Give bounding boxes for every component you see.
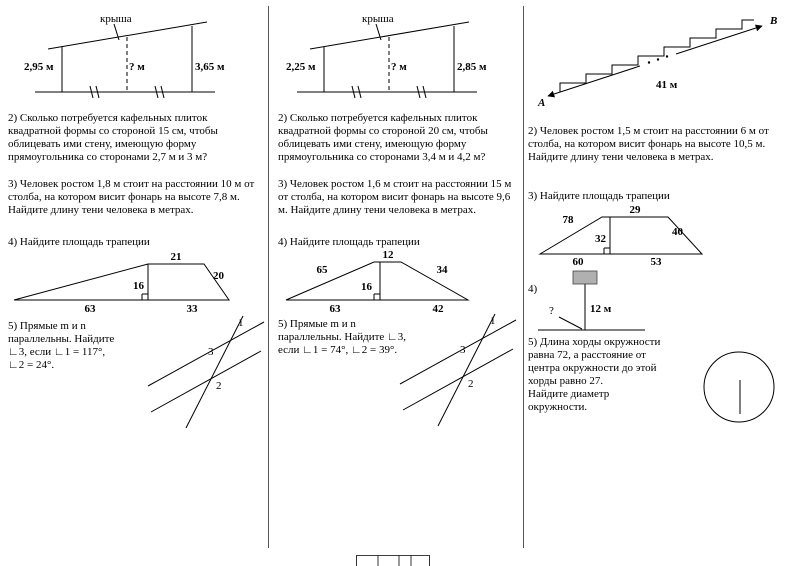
column-divider-1 bbox=[268, 6, 269, 548]
trapezoid-top-label: 12 bbox=[382, 249, 394, 261]
circle-diagram bbox=[692, 346, 787, 436]
pole-height-label: 12 м bbox=[590, 303, 612, 315]
roof-outline bbox=[35, 22, 215, 98]
roof-mid-height-label: ? м bbox=[391, 61, 407, 73]
dotted-segment-dot bbox=[648, 61, 650, 63]
roof-right-height-label: 3,65 м bbox=[195, 61, 225, 73]
problem-3-text: 3) Человек ростом 1,6 м стоит на расстоянии 15 м от столба, на котором висит фонарь на высоте 9,6 м. Найдите длину тени человека в метрах. bbox=[278, 178, 512, 216]
parallel-lines-diagram-2 bbox=[398, 306, 518, 430]
problem-5-line-1: 5) Длина хорды окружности равна 72, а расстояние от центра окружности до этой хорды равно 27. bbox=[528, 336, 661, 387]
stairs-diagram bbox=[530, 10, 792, 110]
trapezoid-top-label: 21 bbox=[170, 251, 182, 263]
roof-title-label: крыша bbox=[362, 13, 394, 25]
trapezoid-base-right-label: 53 bbox=[650, 256, 662, 268]
trapezoid-left-side-label: 78 bbox=[562, 214, 574, 226]
column-divider-2 bbox=[523, 6, 524, 548]
roof-diagram-2 bbox=[272, 8, 522, 108]
trapezoid-base-left-label: 60 bbox=[572, 256, 584, 268]
problem-5-text: 5) Прямые m и n параллельны. Найдите ∟3, если ∟1 = 117°, ∟2 = 24°. bbox=[8, 320, 115, 371]
problem-2-text: 2) Сколько потребуется кафельных плиток квадратной формы со стороной 20 см, чтобы облицевать ими стену, имеющую форму прямоугольника со сторонами 3,4 м и 4,2 м? bbox=[278, 112, 488, 163]
point-b-label: B bbox=[770, 15, 778, 27]
problem-4-number: 4) bbox=[528, 283, 538, 295]
roof-outline bbox=[297, 22, 477, 98]
dotted-segment-dot bbox=[666, 55, 668, 57]
angle-1-label: 1 bbox=[490, 315, 496, 327]
roof-left-height-label: 2,25 м bbox=[286, 61, 316, 73]
pole-question-label: ? bbox=[549, 305, 554, 317]
parallel-lines-diagram-1 bbox=[146, 308, 266, 432]
trapezoid-base-left-label: 63 bbox=[329, 303, 341, 315]
angle-2-label: 2 bbox=[216, 380, 222, 392]
problem-3-text: 3) Человек ростом 1,8 м стоит на расстоянии 10 м от столба, на котором висит фонарь на высоте 7,8 м. Найдите длину тени человека в метрах. bbox=[8, 178, 255, 216]
angle-3-label: 3 bbox=[208, 346, 214, 358]
point-a-label: A bbox=[538, 97, 546, 109]
problem-5-line-2: Найдите диаметр окружности. bbox=[528, 388, 610, 413]
circle-outline bbox=[704, 352, 774, 422]
trapezoid-height-label: 16 bbox=[133, 280, 144, 292]
roof-mid-height-label: ? м bbox=[129, 61, 145, 73]
trapezoid-base-right-label: 42 bbox=[432, 303, 444, 315]
lines-outline bbox=[400, 314, 516, 426]
problem-3-text: 3) Найдите площадь трапеции bbox=[528, 190, 670, 202]
problem-4-text: 4) Найдите площадь трапеции bbox=[278, 236, 420, 248]
trapezoid-right-side-label: 20 bbox=[213, 270, 224, 282]
roof-left-height-label: 2,95 м bbox=[24, 61, 54, 73]
angle-2-label: 2 bbox=[468, 378, 474, 390]
trapezoid-base-right-label: 33 bbox=[186, 303, 198, 315]
trapezoid-right-side-label: 34 bbox=[436, 264, 448, 276]
trapezoid-left-side-label: 65 bbox=[316, 264, 328, 276]
table-grid bbox=[357, 556, 430, 566]
angle-3-label: 3 bbox=[460, 344, 466, 356]
angle-1-label: 1 bbox=[238, 317, 244, 329]
trapezoid-height-label: 16 bbox=[361, 281, 372, 293]
problem-5-text: 5) Прямые m и n параллельны. Найдите ∟3, если ∟1 = 74°, ∟2 = 39°. bbox=[278, 318, 407, 356]
lines-outline bbox=[148, 316, 264, 428]
problem-2-text: 2) Человек ростом 1,5 м стоит на расстоянии 6 м от столба, на котором висит фонарь на высоте 10,5 м. Найдите длину тени человека в метрах. bbox=[528, 125, 769, 163]
trapezoid-outline bbox=[14, 264, 229, 300]
stairs-outline bbox=[548, 20, 762, 96]
pole-diagram bbox=[533, 262, 668, 334]
trapezoid-right-side-label: 40 bbox=[672, 226, 683, 238]
flag-rectangle bbox=[573, 271, 597, 284]
roof-title-label: крыша bbox=[100, 13, 132, 25]
dotted-segment-dot bbox=[657, 58, 659, 60]
problem-2-text: 2) Сколько потребуется кафельных плиток квадратной формы со стороной 15 см, чтобы облицевать ими стену, имеющую форму прямоугольника со сторонами 2,7 м и 3 м? bbox=[8, 112, 218, 163]
bottom-table-fragment bbox=[356, 555, 430, 566]
problem-4-text: 4) Найдите площадь трапеции bbox=[8, 236, 150, 248]
stairs-length-label: 41 м bbox=[656, 79, 678, 91]
trapezoid-base-left-label: 63 bbox=[84, 303, 96, 315]
roof-diagram-1 bbox=[10, 8, 260, 108]
trapezoid-height-label: 32 bbox=[595, 233, 606, 245]
trapezoid-diagram-1 bbox=[8, 246, 243, 316]
roof-right-height-label: 2,85 м bbox=[457, 61, 487, 73]
trapezoid-top-label: 29 bbox=[629, 204, 641, 216]
